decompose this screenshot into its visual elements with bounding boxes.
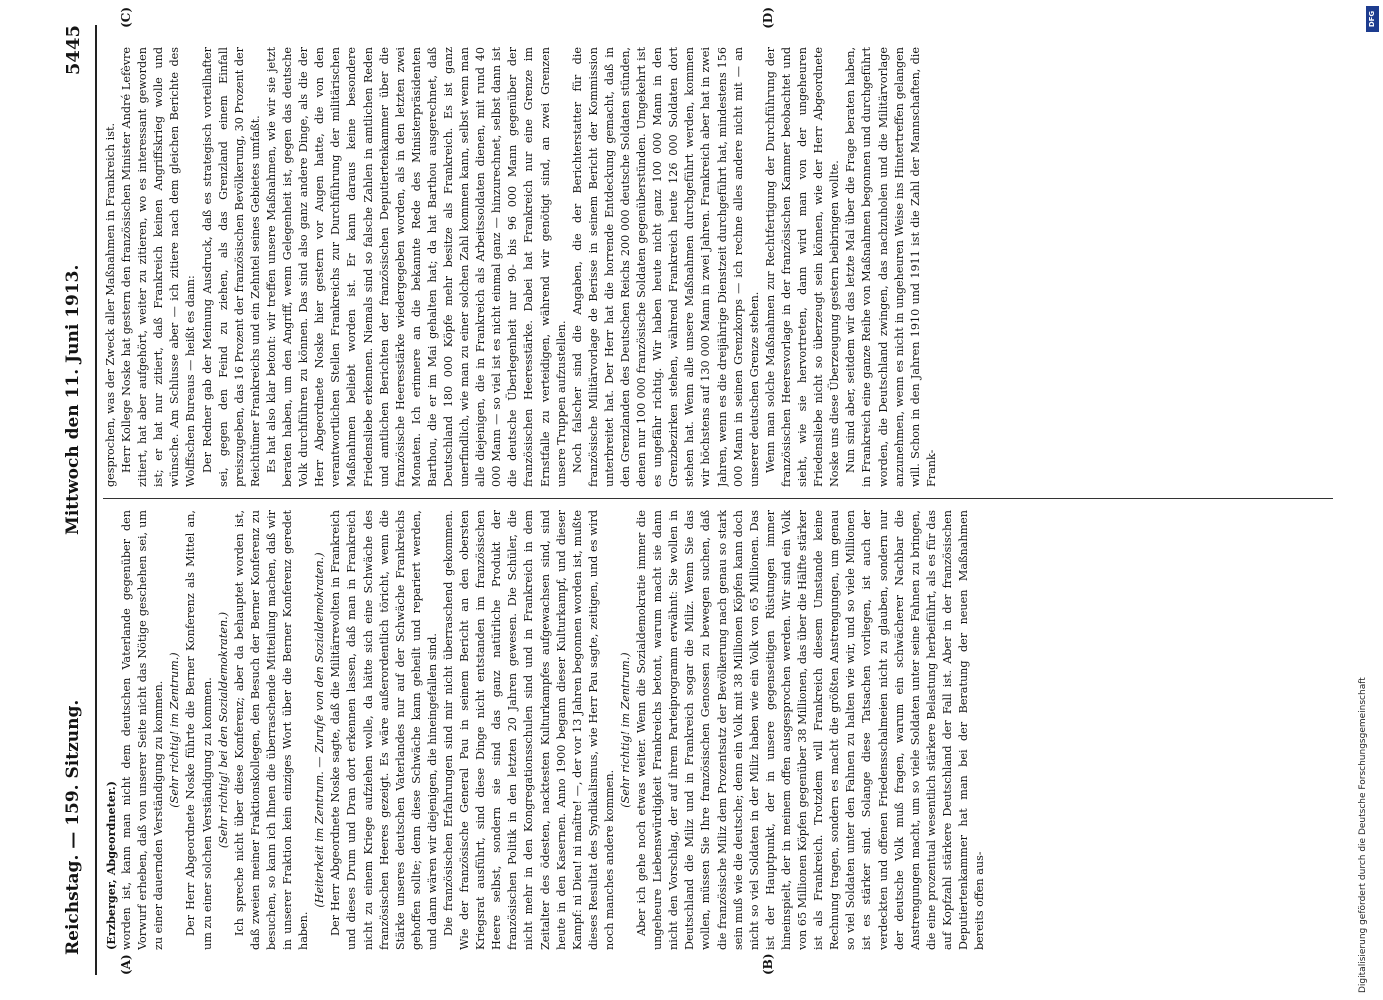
left-paragraph: Die französischen Erfahrungen sind mir nicht überraschend gekommen. Wie der französische General Pau in seinem Bericht an den obersten Kriegsrat ausführt, sind diese Dinge nicht entstanden im französischen Heere selbst, sondern sie sind das ganz natürliche Produkt der französischen Politik in den letzten 20 Jahren gewesen. Die Schüler, die nicht mehr in den Kongregationsschulen sind und in Frankreich in dem Zeitalter des ödesten, nacktesten Kulturkampfes aufgewachsen sind, sind heute in den Kasernen. Anno 1900 begann dieser Kulturkampf, und dieser Kampf: ni Dieu! ni maître! —, der vor 13 Jahren begonnen worden ist, mußte dieses Resultat des Syndikalismus, wie Herr Pau sagte, zeitigen, und es wird noch manches andere kommen. [441,510,616,950]
margin-marker-b: (B) [761,953,775,975]
quoted-paragraph: Der Redner gab der Meinung Ausdruck, daß es strategisch vorteilhafter sei, gegen den Feind zu ziehen, als das Grenzland einem Einfall preiszugeben, das 16 Prozent der französischen Bevölkerung, 30 Prozent der Reichtümer Frankreichs und ein Zehntel seines Gebietes umfaßt. [200,47,262,487]
left-paragraph: Ich spreche nicht über diese Konferenz; aber da behauptet worden ist, daß zweien meiner Fraktionskollegen, den Besuch der Berner Konferenz zu besuchen, so kann ich Ihnen die überraschende Mitteilung machen, daß wir in unserer Fraktion kein einziges Wort über die Berner Konferenz geredet haben. [232,510,311,950]
interjection: (Heiterkeit im Zentrum. — Zurufe von den Sozialdemokraten.) [313,552,327,908]
speaker-label: (Erzberger, Abgeordneter.) [104,781,118,950]
interjection: (Sehr richtig! im Zentrum.) [619,652,632,808]
left-column [103,510,1343,950]
dfg-logo [1366,6,1379,32]
left-paragraph: Der Herr Abgeordnete Noske führte die Berner Konferenz als Mittel an, um zu einer solchen Verständigung zu kommen. [184,510,214,950]
right-column [103,47,1343,487]
right-paragraph: Es hat also klar betont: wir treffen unsere Maßnahmen, wie wir sie jetzt beraten haben, um den Angriff, wenn Gelegenheit ist, gegen das deutsche Volk durchführen zu können. Das sind also ganz andere Dinge, als die der Herr Abgeordnete Noske hier gestern vor Augen hatte, die von den verantwortlichen Stellen Frankreichs zur Durchführung der militärischen Maßnahmen beliebt worden ist. Er kann daraus keine besondere Friedensliebe erkennen. Niemals sind so falsche Zahlen in amtlichen Reden und amtlichen Berichten der französischen Deputiertenkammer über die französische Heeresstärke wiedergegeben worden, als in den letzten zwei Monaten. Ich erinnere an die bekannte Rede des Ministerpräsidenten Barthou, die er im Mai gehalten hat; da hat Barthou ausgerechnet, daß Deutschland 180 000 Köpfe mehr besitze als Frankreich. Es ist ganz unerfindlich, wie man zu einer solchen Zahl kommen kann, selbst wenn man alle diejenigen, die in Frankreich als Arbeitssoldaten dienen, mit rund 40 000 Mann — so viel ist es nicht einmal ganz — hinzurechnet, selbst dann ist die deutsche Überlegenheit nur 90- bis 96 000 Mann gegenüber der französischen Heeresstärke. Dabei hat Frankreich nur eine Grenze im Ernstfalle zu verteidigen, während wir genötigt sind, an zwei Grenzen unsere Truppen aufzustellen. [264,47,568,487]
right-paragraph: Nun sind aber, seitdem wir das letzte Mal über die Frage beraten haben, in Frankreich eine ganze Reihe von Maßnahmen begonnen und durchgeführt worden, die Deutschland zwingen, das nachzuholen und die Militärvorlage anzunehmen, wenn es nicht in ungeheuren Weise ins Hintertreffen gelangen will. Schon in den Jahren 1910 und 1911 ist die Zahl der Mannschaften, die Frank- [844,47,938,487]
left-paragraph: Der Herr Abgeordnete Noske sagte, daß die Militärrevolten in Frankreich und dieses Drum und Dran dort erkennen lassen, daß man in Frankreich nicht zu einem Kriege aufziehen wolle, da hätte sich eine Schwäche des französischen Heeres gezeigt. Es wäre außerordentlich töricht, wenn die Stärke unseres deutschen Vaterlandes nur auf der Schwäche Frankreichs gehoffen sollte; denn diese Schwäche kann geheilt und repariert werden, und dann wären wir diejenigen, die hineingefallen sind. [329,510,439,950]
column-divider [103,498,1333,499]
dfg-logo-text: DFG [1368,10,1376,28]
margin-marker-c: (C) [119,7,133,28]
page-header [63,25,91,975]
right-paragraph: Wenn man solche Maßnahmen zur Rechtfertigung der Durchführung der französischen Heeresvorlage in der französischen Kammer beobachtet und sieht, wie sie hervortreten, dann wird man von der ungeheuren Friedensliebe nicht so überzeugt sein können, wie der Herr Abgeordnete Noske uns diese Überzeugung gestern beibringen wollte. [763,47,842,487]
margin-marker-a: (A) [119,954,133,975]
left-paragraph: Aber ich gehe noch etwas weiter. Wenn die Sozialdemokratie immer die ungeheure Liebenswürdigkeit Frankreichs betont, warum macht sie dann nicht den Vorschlag, der auf ihrem Parteiprogramm erwähnt: Sie wollen in Deutschland die Miliz und in Frankreich sogar die Miliz. Wenn Sie das wollen, müssen Sie Ihre französischen Genossen zu bewegen suchen, daß die französische Miliz dem Prozentsatz der Bevölkerung nach genau so stark sein muß wie die deutsche; denn ein Volk mit 38 Millionen Köpfen kann doch nicht so viel Soldaten in der Miliz haben wie ein Volk von 65 Millionen. Das ist der Hauptpunkt, der in unsere gegenseitigen Rüstungen immer hineinspielt, der in meinem offen ausgesprochen werden. Wir sind ein Volk von 65 Millionen Köpfen gegenüber 38 Millionen, das über die Hälfte stärker ist als Frankreich. Trotzdem will Frankreich diesem Umstande keine Rechnung tragen, sondern es macht die größten Anstrengungen, um genau so viel Soldaten unter den Fahnen zu halten wie wir, und so viele Millionen ist es stärker sind. Solange diese Tatsachen vorliegen, ist auch der verdeckten und offenen Friedensschalmeien nicht zu glauben, sondern nur der deutsche Volk muß fragen, warum ein schwächerer Nachbar die Anstrengungen macht, um so viele Soldaten unter seine Fahnen zu bringen, die eine prozentual wesentlich stärkere Belastung herbeiführt, als es für das auf Kopfzahl stärkere Deutschland der Fall ist. Aber in der französischen Deputiertenkammer hat man bei der Beratung der neuen Maßnahmen bereits offen aus- [635,510,987,950]
header-date: Mittwoch den 11. Juni 1913. [63,264,83,535]
left-paragraph: worden ist, kann man nicht dem deutschen Vaterlande gegenüber den Vorwurf erheben, daß von unserer Seite nicht das Nötige geschehen sei, um zu einer dauernden Verständigung zu kommen. [120,510,166,950]
interjection: (Sehr richtig! im Zentrum.) [168,652,182,808]
right-paragraph: gesprochen, was der Zweck aller Maßnahmen in Frankreich ist. [104,122,117,487]
interjection: (Sehr richtig! bei den Sozialdemokraten.) [216,611,230,849]
margin-marker-d: (D) [761,7,775,29]
digitization-note [1352,8,1374,993]
right-paragraph: Herr Kollege Noske hat gestern den französischen Minister André Lefèvre zitiert, hat aber aufgehört, weiter zu zitieren, wo es interessant geworden ist; er hat nur zitiert, daß Frankreich keinen Angriffskrieg wolle und wünsche. Am Schlusse aber — ich zitiere nach dem gleichen Berichte des Wolffschen Bureaus — heißt es dann: [120,47,198,487]
header-rule [95,25,97,975]
document-page [35,7,1345,975]
right-paragraph: Noch falscher sind die Angaben, die der Berichterstatter für die französische Militärvorlage de Berisse in seinem Bericht der Kommission unterbreitet hat. Der Herr hat die horrende Entdeckung gemacht, daß in den Grenzlanden des Deutschen Reichs 200 000 deutsche Soldaten stünden, denen nur 100 000 französische Soldaten gegenüberstünden. Umgekehrt ist es ungefähr richtig. Wir haben heute nicht ganz 100 000 Mann in den Grenzbezirken stehen, während Frankreich heute 126 000 Soldaten dort stehen hat. Wenn alle unsere Maßnahmen durchgeführt werden, kommen wir höchstens auf 130 000 Mann in zwei Jahren. Frankreich aber hat in zwei Jahren, wenn es die dreijährige Dienstzeit durchgeführt hat, mindestens 156 000 Mann in seinen Grenzkorps — ich rechne alles andere nicht mit — an unserer deutschen Grenze stehen. [570,47,761,487]
page-number: 5445 [63,25,84,76]
header-session: Reichstag. — 159. Sitzung. [63,699,83,955]
digitization-note-text: Digitalisierung gefördert durch die Deutsche Forschungsgemeinschaft [1358,677,1368,993]
